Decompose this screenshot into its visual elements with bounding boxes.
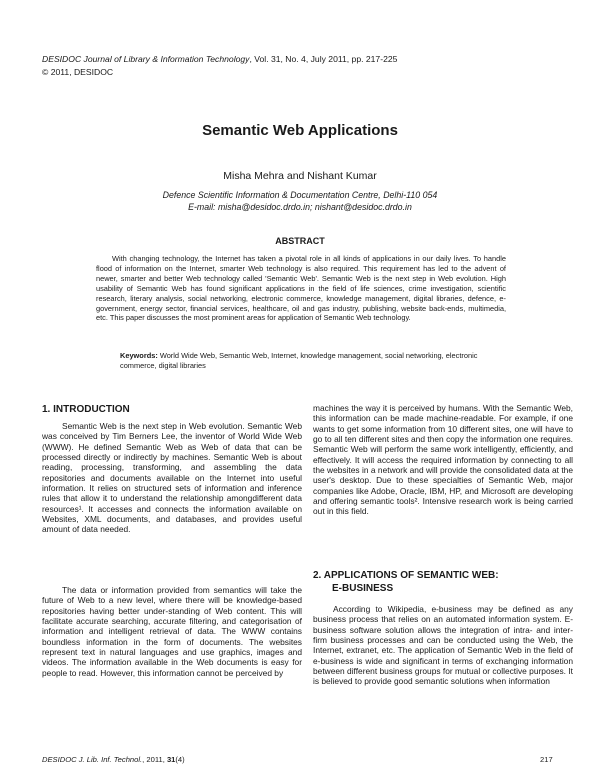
affiliation-block xyxy=(0,189,600,213)
section-1-para-1 xyxy=(42,421,302,535)
footer-volume: 31 xyxy=(166,755,176,764)
footer-year: , 2011, xyxy=(142,755,167,764)
copyright: © 2011, DESIDOC xyxy=(42,67,114,77)
section-2-heading xyxy=(313,569,499,595)
paragraph-text: machines the way it is perceived by humans. With the Semantic Web, this information can be made machine-readable. For example, if one wants to get some information from 10 different sites, one will have to go to all ten different sites and then copy the information one requires. Semantic Web will perform the same work intelligently, efficiently, and effectively. It will access the required information by connecting to all the websites in a network and will provide the consolidated data at the user's desktop. Due to these specialties of Semantic Web, major companies like Adobe, Oracle, IBM, HP, and Microsoft are developing and offering semantic tools². Intensive research work is being carried out in this field. xyxy=(313,403,573,517)
keywords-label: Keywords: xyxy=(120,351,158,360)
affiliation: Defence Scientific Information & Documentation Centre, Delhi-110 054 xyxy=(162,190,438,200)
email-line: E-mail: misha@desidoc.drdo.in; nishant@desidoc.drdo.in xyxy=(188,202,412,212)
section-2-heading-line-1: 2. APPLICATIONS OF SEMANTIC WEB: xyxy=(313,570,499,581)
section-2-heading-line-2: E-BUSINESS xyxy=(332,583,394,594)
footer-citation xyxy=(42,755,185,764)
journal-reference xyxy=(42,53,397,66)
section-1-heading: 1. INTRODUCTION xyxy=(42,404,130,415)
abstract-body xyxy=(96,254,506,323)
journal-name: DESIDOC Journal of Library & Information Technology xyxy=(42,54,250,64)
page-number: 217 xyxy=(540,755,553,764)
volume-info: , Vol. 31, No. 4, July 2011, pp. 217-225 xyxy=(249,54,398,64)
abstract-heading: ABSTRACT xyxy=(275,236,325,246)
paper-title: Semantic Web Applications xyxy=(202,122,398,139)
section-2-para-1 xyxy=(313,604,573,687)
section-1-para-2 xyxy=(42,585,302,678)
paragraph-text: The data or information provided from semantics will take the future of Web to a new level, where there will be knowledge-based repositories having better under-standing of Web content. This will facilitate accurate searching, accurate filtering, and categorisation of information and intelligent retrieval of data. The WWW contains boundless information in the form of documents. The websites represent text in natural languages and use graphics, images and videos. The information available in the Web documents is easy for people to read. However, this information cannot be perceived by xyxy=(42,585,302,678)
authors: Misha Mehra and Nishant Kumar xyxy=(223,170,377,182)
footer-issue: (4) xyxy=(175,755,185,764)
section-1-para-3 xyxy=(313,403,573,517)
paragraph-text: According to Wikipedia, e-business may be defined as any business process that relies on an automated information system. E-business software solution allows the integration of intra- and inter-firm business processes and can be conducted using the Web, the Internet, extranet, etc. The application of Semantic Web in the field of e-business is wide and significant in terms of exchanging information between different business groups for mutual or collective purposes. It is believed to provide good semantic solutions when information xyxy=(313,604,573,687)
footer-journal: DESIDOC J. Lib. Inf. Technol. xyxy=(42,755,143,764)
paragraph-text: Semantic Web is the next step in Web evolution. Semantic Web was conceived by Tim Berners Lee, the inventor of World Wide Web (WWW). He defined Semantic Web as Web of data that can be processed directly or indirectly by machines. Semantic Web is about reading, processing, transforming, and assembling the data repositories and documents available on the Internet into useful information. It relies on structured sets of information and inference rules that allow it to understand the relationship amongdifferent data resources¹. It accesses and connects the information available on Websites, XML documents, and databases, and provides useful amount of data needed. xyxy=(42,421,302,535)
keywords xyxy=(120,351,506,371)
keywords-text: World Wide Web, Semantic Web, Internet, knowledge management, social networking, electronic commerce, digital libraries xyxy=(120,351,478,370)
abstract-text: With changing technology, the Internet has taken a pivotal role in all kinds of applications in our daily lives. To handle flood of information on the Internet, smarter Web technology is also required. This requirement has led to the advent of newer, smarter and better Web technology called 'Semantic Web'. Semantic Web is the next step in Web evolution. High usability of Semantic Web has found significant applications in the field of life sciences, crime investigation, scientific research, literary analysis, social networking, electronic commerce, knowledge management, digital libraries, defence, e-government, energy sector, financial services, healthcare, oil and gas industry, publishing, website back-ends, multimedia, etc. This paper discusses the most prominent areas for application of Semantic Web technology. xyxy=(96,254,506,323)
